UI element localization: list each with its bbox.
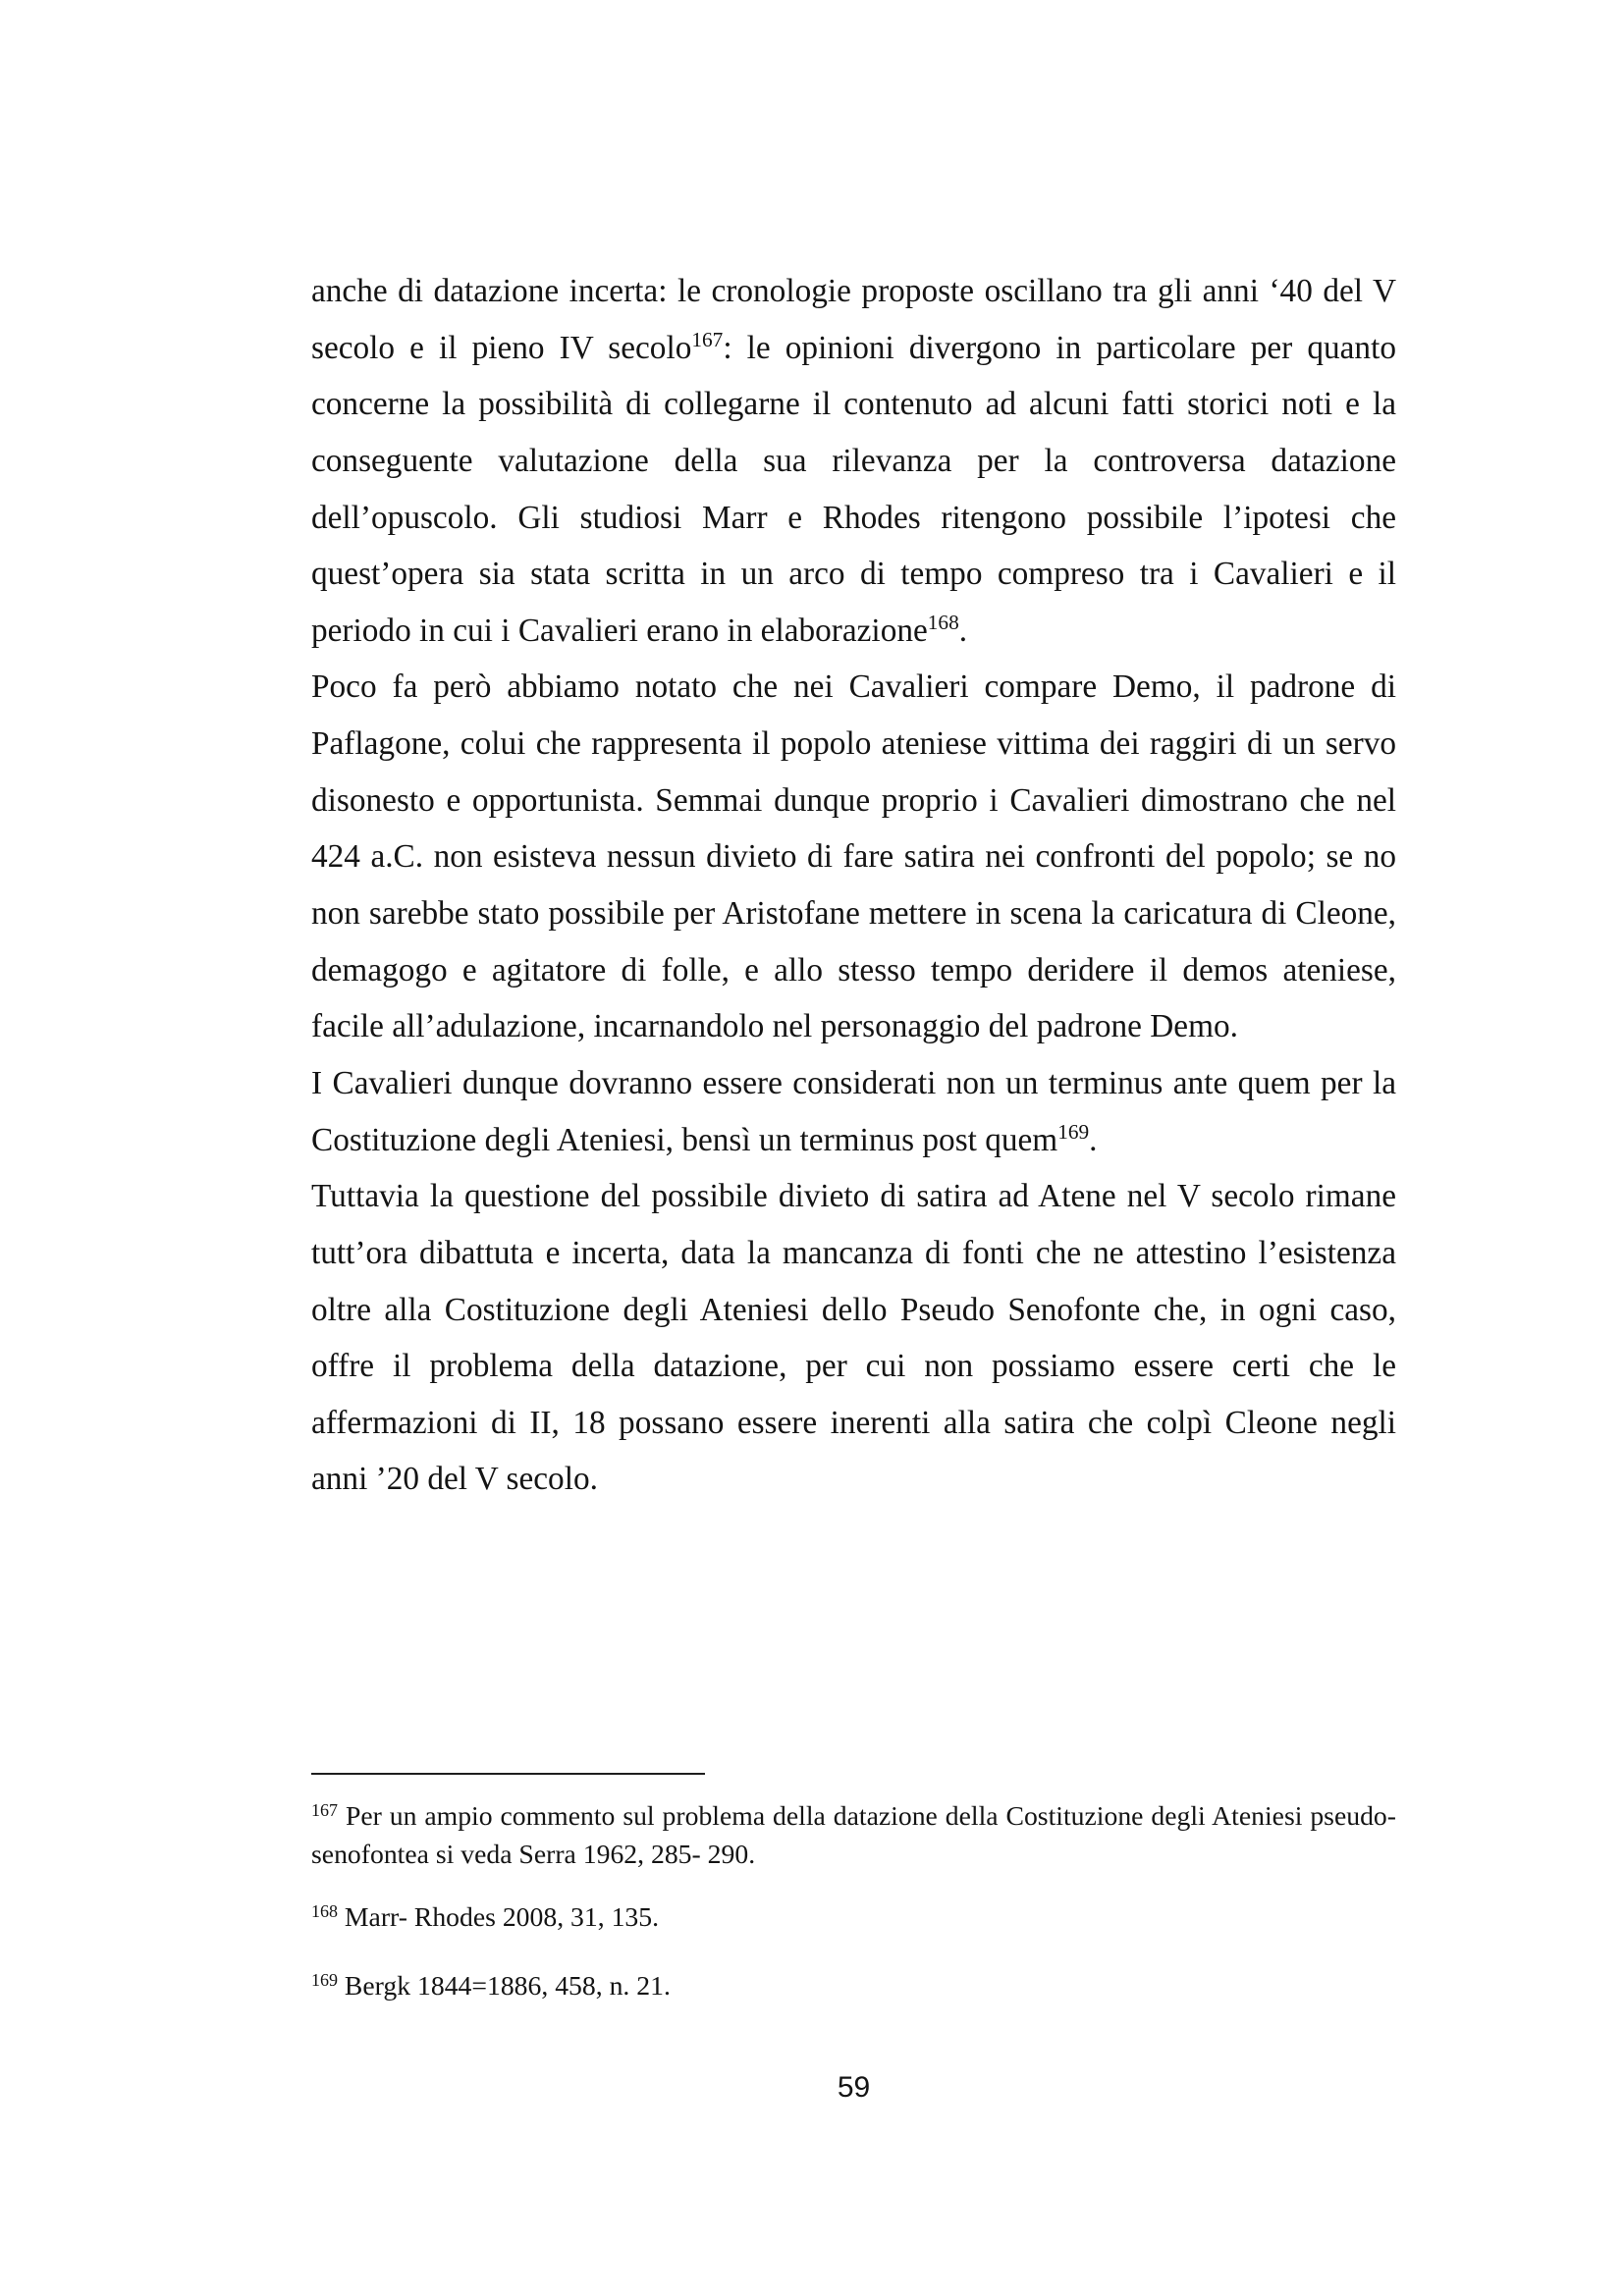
body-line <box>311 433 1396 490</box>
body-line <box>311 773 1396 829</box>
body-line <box>311 1395 1396 1452</box>
line-text: offre il problema della datazione, per cui non possiamo essere certi che le <box>311 1348 1396 1385</box>
footnote-line: Marr- Rhodes 2008, 31, 135. <box>344 1901 660 1932</box>
paragraph-3 <box>311 1055 1396 1168</box>
body-text <box>311 263 1396 1508</box>
line-text: oltre alla Costituzione degli Ateniesi dello Pseudo Senofonte che, in ogni caso, <box>311 1291 1396 1328</box>
body-line <box>311 1451 1396 1508</box>
body-line <box>311 659 1396 716</box>
footnote-ref-169: 169 <box>1057 1119 1090 1144</box>
body-line <box>311 490 1396 547</box>
page-number: 59 <box>837 2071 871 2104</box>
line-text: Paflagone, colui che rappresenta il popolo ateniese vittima dei raggiri di un servo <box>311 725 1396 763</box>
footnote-ref-167: 167 <box>691 327 724 351</box>
body-line <box>311 1112 1396 1169</box>
body-line <box>311 546 1396 603</box>
line-text: anche di datazione incerta: le cronologie proposte oscillano tra gli anni ‘40 del V <box>311 273 1396 309</box>
line-text: tutt’ora dibattuta e incerta, data la mancanza di fonti che ne attestino l’esistenza <box>311 1234 1396 1271</box>
line-text: Poco fa però abbiamo notato che nei Cavalieri compare Demo, il padrone di <box>311 668 1396 706</box>
body-line <box>311 716 1396 773</box>
body-line <box>311 828 1396 885</box>
line-text: Tuttavia la questione del possibile divieto di satira ad Atene nel V secolo rimane <box>311 1178 1396 1215</box>
text-segment: periodo in cui i Cavalieri erano in elaborazione <box>311 612 928 649</box>
body-line <box>311 263 1396 320</box>
footnote-text <box>311 1970 671 2001</box>
body-line <box>311 603 1396 660</box>
line-text: I Cavalieri dunque dovranno essere considerati non un terminus ante quem per la <box>311 1064 1396 1101</box>
line-text: facile all’adulazione, incarnandolo nel personaggio del padrone Demo. <box>311 1008 1238 1045</box>
footnote-168 <box>311 1897 1396 1936</box>
body-line <box>311 1225 1396 1282</box>
footnote-number: 167 <box>311 1800 338 1820</box>
line-text: anni ’20 del V secolo. <box>311 1461 598 1498</box>
body-line <box>311 320 1396 377</box>
line-text: affermazioni di II, 18 possano essere inerenti alla satira che colpì Cleone negli <box>311 1404 1396 1441</box>
footnote-text <box>311 1800 1396 1831</box>
text-segment: . <box>1089 1121 1098 1158</box>
text-segment: Costituzione degli Ateniesi, bensì un terminus post quem <box>311 1121 1058 1158</box>
text-segment: secolo e il pieno IV secolo <box>311 329 692 366</box>
footnote-number: 169 <box>311 1970 338 1990</box>
body-line <box>311 376 1396 433</box>
footnote-line: Per un ampio commento sul problema della datazione della Costituzione degli Ateniesi pseudo- <box>345 1800 1396 1831</box>
paragraph-2 <box>311 659 1396 1054</box>
body-line <box>311 942 1396 999</box>
line-text <box>311 327 1396 366</box>
footnote-number: 168 <box>311 1901 338 1921</box>
line-text <box>311 1119 1098 1158</box>
line-text: quest’opera sia stata scritta in un arco di tempo compreso tra i Cavalieri e il <box>311 556 1396 593</box>
paragraph-4 <box>311 1168 1396 1508</box>
body-line <box>311 1055 1396 1112</box>
body-line <box>311 1282 1396 1339</box>
body-line <box>311 885 1396 942</box>
footnote-169 <box>311 1966 1396 2004</box>
line-text: 424 a.C. non esisteva nessun divieto di fare satira nei confronti del popolo; se no <box>311 838 1396 876</box>
body-line <box>311 1338 1396 1395</box>
footnote-separator <box>311 1773 705 1775</box>
body-line <box>311 1168 1396 1225</box>
paragraph-1 <box>311 263 1396 659</box>
line-text <box>311 613 967 649</box>
line-text: demagogo e agitatore di folle, e allo stesso tempo deridere il demos ateniese, <box>311 951 1396 988</box>
line-text: non sarebbe stato possibile per Aristofane mettere in scena la caricatura di Cleone, <box>311 895 1396 933</box>
text-segment: : le opinioni divergono in particolare per quanto <box>723 329 1396 366</box>
footnote-text <box>311 1901 659 1932</box>
footnote-line: senofontea si veda Serra 1962, 285- 290. <box>311 1839 756 1869</box>
footnote-line: Bergk 1844=1886, 458, n. 21. <box>344 1970 671 2001</box>
footnote-167 <box>311 1796 1396 1835</box>
body-line <box>311 998 1396 1055</box>
footnote-ref-168: 168 <box>927 611 959 635</box>
line-text: dell’opuscolo. Gli studiosi Marr e Rhodes ritengono possibile l’ipotesi che <box>311 499 1396 536</box>
text-segment: . <box>958 612 968 649</box>
line-text: disonesto e opportunista. Semmai dunque proprio i Cavalieri dimostrano che nel <box>311 781 1396 819</box>
line-text: concerne la possibilità di collegarne il contenuto ad alcuni fatti storici noti e la <box>311 386 1396 423</box>
footnote-167-continued <box>311 1835 1396 1873</box>
line-text: conseguente valutazione della sua rilevanza per la controversa datazione <box>311 442 1396 479</box>
